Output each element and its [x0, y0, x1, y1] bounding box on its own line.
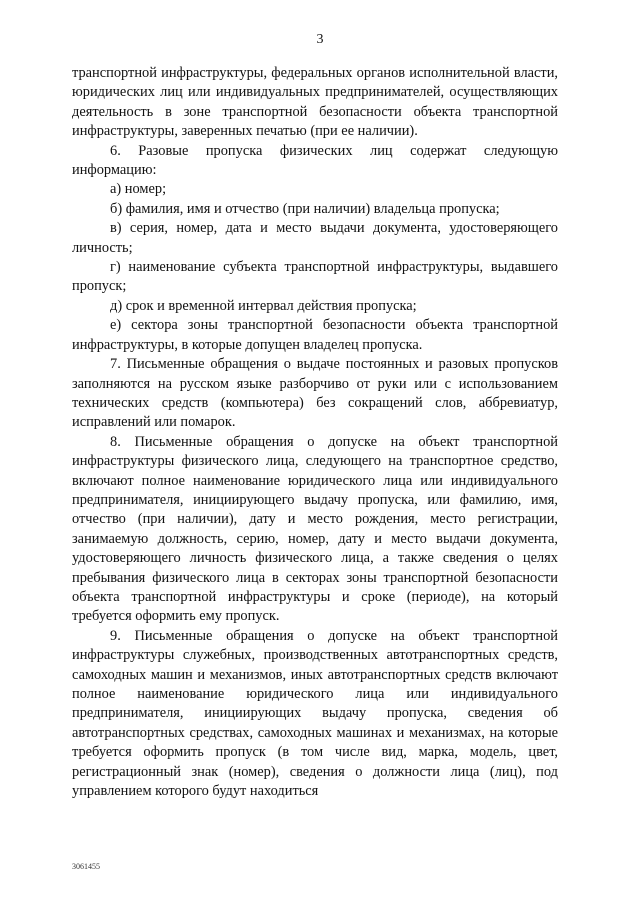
document-code: 3061455: [72, 862, 100, 871]
list-item: е) сектора зоны транспортной безопасности объекта транспортной инфраструктуры, в которые допущен владелец пропуска.: [72, 317, 558, 353]
paragraph-7: 7. Письменные обращения о выдаче постоянных и разовых пропусков заполняются на русском языке разборчиво от руки или с использованием технических средств (компьютера) без сокращений слов, аббревиатур, исправлений или помарок.: [72, 356, 558, 431]
list-item: а) номер;: [110, 181, 167, 198]
paragraph-6: 6. Разовые пропуска физических лиц содержат следующую информацию:: [72, 142, 558, 179]
paragraph-continuation: транспортной инфраструктуры, федеральных органов исполнительной власти, юридических лиц или индивидуальных предпринимателей, осуществляющих деятельность в зоне транспортной безопасности объекта транспортной инфраструктуры, заверенных печатью (при ее наличии).: [72, 65, 558, 140]
list-item: г) наименование субъекта транспортной инфраструктуры, выдавшего пропуск;: [72, 259, 558, 295]
paragraph-8: 8. Письменные обращения о допуске на объект транспортной инфраструктуры физического лица, следующего на транспортное средство, включают полное наименование юридического лица или индивидуального предпринимателя, инициирующего выдачу пропуска, или фамилию, имя, отчество (при наличии), дату и место рождения, место регистрации, занимаемую должность, серию, номер, дату и место выдачи документа, удостоверяющего личность физического лица, а также сведения о целях пребывания физического лица в секторах зоны транспортной безопасности объекта транспортной инфраструктуры и сроке (периоде), на который требуется оформить ему пропуск.: [72, 433, 558, 625]
page-number: 3: [316, 32, 324, 47]
document-body: [72, 64, 558, 801]
list-item: б) фамилия, имя и отчество (при наличии) владельца пропуска;: [110, 200, 500, 217]
paragraph-9: 9. Письменные обращения о допуске на объект транспортной инфраструктуры служебных, производственных автотранспортных средств, самоходных машин и механизмов, иных автотранспортных средств включают полное наименование юридического лица или индивидуального предпринимателя, инициирующих выдачу пропуска, сведения об автотранспортных средствах, самоходных машинах и механизмах, на которые требуется оформить пропуск (в том числе вид, марка, модель, цвет, регистрационный знак (номер), сведения о должности лица (лиц), под управлением которого будут находиться: [72, 627, 558, 800]
list-item: д) срок и временной интервал действия пропуска;: [110, 297, 417, 314]
list-item: в) серия, номер, дата и место выдачи документа, удостоверяющего личность;: [72, 220, 558, 256]
